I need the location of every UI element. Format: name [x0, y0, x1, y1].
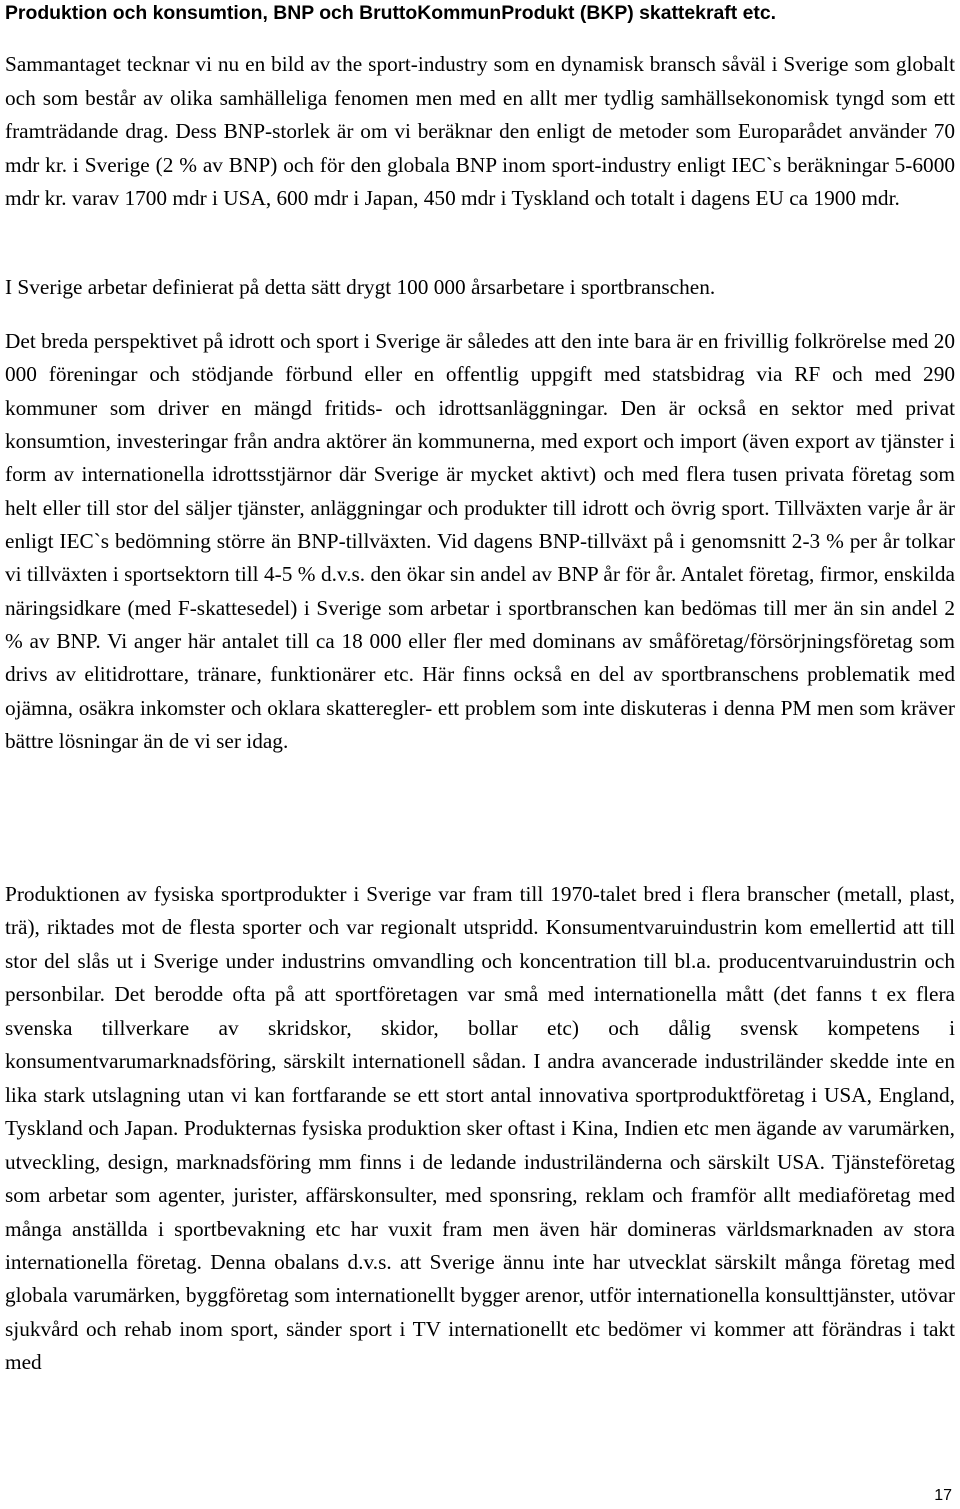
paragraph-broad-perspective: Det breda perspektivet på idrott och sport i Sverige är således att den inte bara är en frivillig folkrörelse med 20 000 föreningar och stödjande förbund eller en offentlig uppgift med statsbidrag via RF och med 290 kommuner som driver en mängd fritids- och idrottsanläggningar. Den är också en sektor med privat konsumtion, investeringar från andra aktörer än kommunerna, med export och import (även export av tjänster i form av internationella idrottsstjärnor där Sverige är mycket aktivt) och med flera tusen privata företag som helt eller till stor del säljer tjänster, anläggningar och produkter till idrott och övrig sport. Tillväxten varje år är enligt IEC`s bedömning större än BNP-tillväxten. Vid dagens BNP-tillväxt på i genomsnitt 2-3 % per år tolkar vi tillväxten i sportsektorn till 4-5 % d.v.s. den ökar sin andel av BNP år för år. Antalet företag, firmor, enskilda näringsidkare (med F-skattesedel) i Sverige som arbetar i sportbranschen kan bedömas till mer än sin andel 2 % av BNP. Vi anger här antalet till ca 18 000 eller fler med dominans av småföretag/försörjningsföretag som drivs av elitidrottare, tränare, funktionärer etc. Här finns också en del av sportbranschens problematik med ojämna, osäkra inkomster och oklara skatteregler- ett problem som inte diskuteras i denna PM men som kräver bättre lösningar än de vi ser idag.	[5, 329, 955, 754]
paragraph-employment: I Sverige arbetar definierat på detta sätt drygt 100 000 årsarbetare i sportbranschen.	[5, 275, 716, 299]
paragraph-production-history: Produktionen av fysiska sportprodukter i Sverige var fram till 1970-talet bred i flera branscher (metall, plast, trä), riktades mot de flesta sporter och var regionalt utspridd. Konsumentvaruindustrin kom emellertid att till stor del slås ut i Sverige under industrins omvandling och koncentration till bl.a. producentvaruindustrin och personbilar. Det berodde ofta på att sportföretagen var små med internationella mått (det fanns t ex flera svenska tillverkare av skridskor, skidor, bollar etc) och dålig svensk kompetens i konsumentvarumarknadsföring, särskilt internationell sådan. I andra avancerade industriländer skedde inte en lika stark utslagning utan vi kan fortfarande se ett stort antal innovativa sportproduktföretag i USA, England, Tyskland och Japan. Produkternas fysiska produktion sker oftast i Kina, Indien etc men ägande av varumärken, utveckling, design, marknadsföring mm finns i de ledande industriländerna och särskilt USA. Tjänsteföretag som arbetar som agenter, jurister, affärskonsulter, med sponsring, reklam och framför allt mediaföretag med många anställda i sportbevakning etc har vuxit fram men även här domineras världsmarknaden av stora internationella företag. Denna obalans d.v.s. att Sverige ännu inte har utvecklat särskilt många företag med globala varumärken, byggföretag som internationellt bygger arenor, utför internationella konsulttjänster, utövar sjukvård och rehab inom sport, sänder sport i TV internationellt etc bedömer vi kommer att förändras i takt med	[5, 882, 955, 1375]
paragraph-sport-industry-overview: Sammantaget tecknar vi nu en bild av the sport-industry som en dynamisk bransch såväl i Sverige som globalt och som består av olika samhälleliga fenomen men med en allt mer tydlig samhällsekonomisk tyngd som ett framträdande drag. Dess BNP-storlek är om vi beräknar den enligt de metoder som Europarådet använder 70 mdr kr. i Sverige (2 % av BNP) och för den globala BNP inom sport-industry enligt IEC`s beräkningar 5-6000 mdr kr. varav 1700 mdr i USA, 600 mdr i Japan, 450 mdr i Tyskland och totalt i dagens EU ca 1900 mdr.	[5, 52, 955, 210]
page-number: 17	[934, 1487, 952, 1504]
section-heading: Produktion och konsumtion, BNP och BruttoKommunProdukt (BKP) skattekraft etc.	[5, 2, 777, 24]
